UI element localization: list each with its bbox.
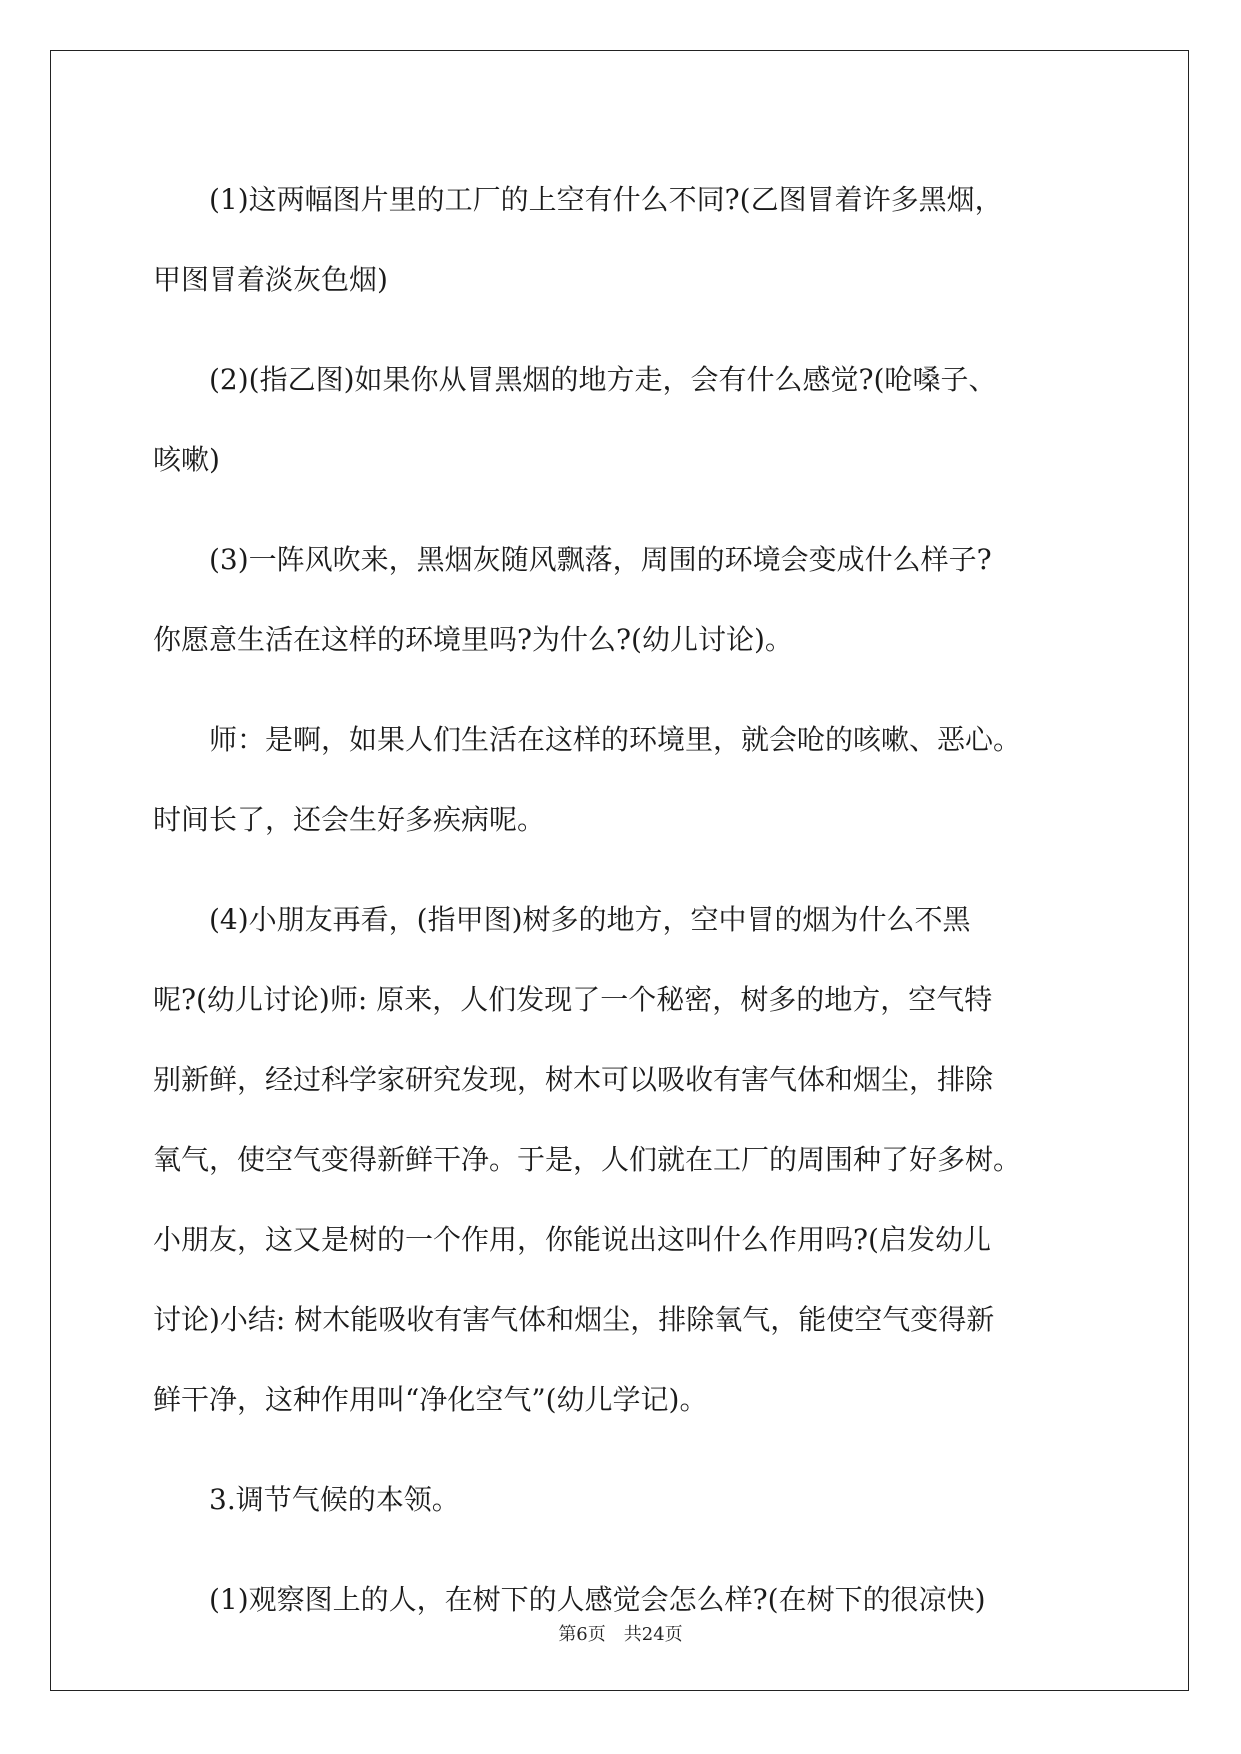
paragraph xyxy=(153,700,1093,860)
paragraph xyxy=(153,160,1093,320)
text-line: 呢?(幼儿讨论)师: 原来，人们发现了一个秘密，树多的地方，空气特 xyxy=(153,983,993,1016)
paragraph xyxy=(153,1460,1093,1540)
text-line: 小朋友，这又是树的一个作用，你能说出这叫什么作用吗?(启发幼儿 xyxy=(153,1223,991,1256)
text-line: 咳嗽) xyxy=(153,443,220,476)
paragraph xyxy=(153,340,1093,500)
text-line: 别新鲜，经过科学家研究发现，树木可以吸收有害气体和烟尘，排除 xyxy=(153,1063,994,1096)
text-line: (3)一阵风吹来，黑烟灰随风飘落，周围的环境会变成什么样子? xyxy=(209,543,992,576)
text-line: 师：是啊，如果人们生活在这样的环境里，就会呛的咳嗽、恶心。 xyxy=(209,723,1022,756)
text-line: (1)这两幅图片里的工厂的上空有什么不同?(乙图冒着许多黑烟， xyxy=(209,183,1003,216)
text-line: 鲜干净，这种作用叫“净化空气”(幼儿学记)。 xyxy=(153,1383,708,1416)
text-line: 氧气，使空气变得新鲜干净。于是，人们就在工厂的周围种了好多树。 xyxy=(153,1143,1022,1176)
text-line: (1)观察图上的人，在树下的人感觉会怎么样?(在树下的很凉快) xyxy=(209,1583,986,1616)
text-line: (2)(指乙图)如果你从冒黑烟的地方走，会有什么感觉?(呛嗓子、 xyxy=(209,363,997,396)
text-line: 甲图冒着淡灰色烟) xyxy=(153,263,388,296)
text-line: 你愿意生活在这样的环境里吗?为什么?(幼儿讨论)。 xyxy=(153,623,793,656)
text-line: 3.调节气候的本领。 xyxy=(209,1483,460,1516)
document-body xyxy=(153,160,1093,1660)
text-line: 时间长了，还会生好多疾病呢。 xyxy=(153,803,546,836)
paragraph xyxy=(153,880,1093,1440)
text-line: (4)小朋友再看，(指甲图)树多的地方，空中冒的烟为什么不黑 xyxy=(209,903,971,936)
text-line: 讨论)小结: 树木能吸收有害气体和烟尘，排除氧气，能使空气变得新 xyxy=(153,1303,995,1336)
page-number-footer: 第6页 共24页 xyxy=(558,1624,683,1645)
paragraph xyxy=(153,520,1093,680)
